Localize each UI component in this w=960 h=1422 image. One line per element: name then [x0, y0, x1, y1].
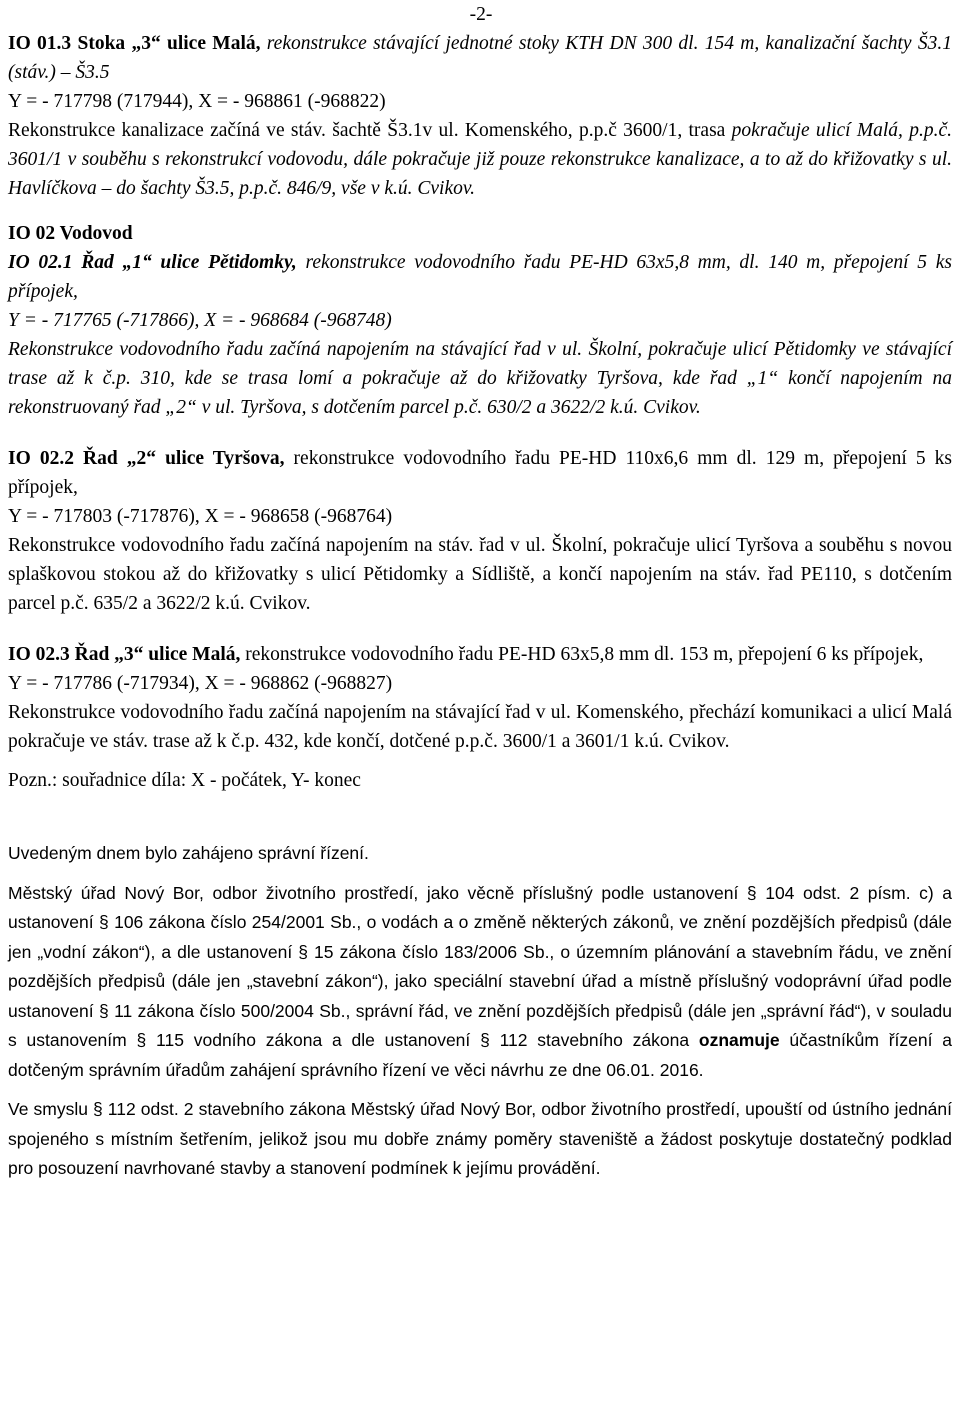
io-02-3-description: Rekonstrukce vodovodního řadu začíná napojením na stávající řad v ul. Komenského, přechází komunikaci a ulicí Malá pokračuje ve stáv. trase až k č.p. 432, kde končí, dotčené p.p.č. 3600/1 a 3601/1 k.ú. Cvikov. — [8, 702, 952, 752]
io-02-1-description: Rekonstrukce vodovodního řadu začíná napojením na stávající řad v ul. Školní, pokračuje ulicí Pětidomky ve stávající trase až k č.p. 310, kde se trasa lomí a pokračuje až do křižovatky Tyršova, kde řad „1“ končí napojením na rekonstruovaný řad „2“ v ul. Tyršova, s dotčením parcel p.č. 630/2 a 3622/2 k.ú. Cvikov. — [8, 339, 952, 418]
announcement-text-a: Městský úřad Nový Bor, odbor životního prostředí, jako věcně příslušný podle ustanovení § 104 odst. 2 písm. c) a ustanovení § 106 zákona číslo 254/2001 Sb., o vodách a o změně některých zákonů, ve znění pozdějších předpisů (dále jen „vodní zákon“), a dle ustanovení § 15 zákona číslo 183/2006 Sb., o územním plánování a stavebním řádu, ve znění pozdějších předpisů (dále jen „stavební zákon“), jako speciální stavební úřad a místně příslušný vodoprávní úřad podle ustanovení § 11 zákona číslo 500/2004 Sb., správní řád, ve znění pozdějších předpisů (dále jen „správní řád“), v souladu s ustanovením § 115 vodního zákona a dle ustanovení § 112 stavebního zákona — [8, 882, 952, 1050]
document-page — [8, 0, 952, 1184]
io-02-2-coords: Y = - 717803 (-717876), X = - 968658 (-968764) — [8, 506, 393, 527]
coordinates-note: Pozn.: souřadnice díla: X - počátek, Y- konec — [8, 770, 361, 791]
hearing-paragraph: Ve smyslu § 112 odst. 2 stavebního zákona Městský úřad Nový Bor, odbor životního prostředí, upouští od ústního jednání spojeného s místním šetřením, jelikož jsou mu dobře známy poměry staveniště a žádost poskytuje dostatečný podklad pro posouzení navrhované stavby a stanovení podmínek k jejímu provádění. — [8, 1099, 952, 1178]
io-01-3-heading: IO 01.3 Stoka „3“ ulice Malá, — [8, 33, 261, 54]
io-02-1-coords: Y = - 717765 (-717866), X = - 968684 (-968748) — [8, 310, 392, 331]
announcement-bold: oznamuje — [698, 1030, 780, 1050]
io-02-3-paragraph — [8, 640, 952, 669]
io-01-3-paragraph — [8, 29, 952, 87]
io-02-3-coords: Y = - 717786 (-717934), X = - 968862 (-968827) — [8, 673, 393, 694]
io-02-3-text-1: rekonstrukce vodovodního řadu PE-HD 63x5,8 mm dl. 153 m, přepojení 6 ks přípojek, — [245, 644, 924, 665]
io-02-2-heading: IO 02.2 Řad „2“ ulice Tyršova, — [8, 448, 285, 469]
io-02-2-paragraph — [8, 444, 952, 502]
io-02-3-heading: IO 02.3 Řad „3“ ulice Malá, — [8, 644, 241, 665]
io-02-1-paragraph — [8, 248, 952, 306]
io-01-3-text-1: rekonstrukce stávající jednotné stoky KTH DN 300 dl. 154 m, kanalizační šachty Š3.1 (stáv.) – Š3.5 — [8, 33, 952, 83]
proceedings-started: Uvedeným dnem bylo zahájeno správní řízení. — [8, 843, 369, 863]
io-02-2-description: Rekonstrukce vodovodního řadu začíná napojením na stáv. řad v ul. Školní, pokračuje ulicí Tyršova a souběhu s novou splaškovou stokou až do křižovatky s ulicí Pětidomky a Sídliště, a končí napojením na stáv. řad PE110, s dotčením parcel p.č. 635/2 a 3622/2 k.ú. Cvikov. — [8, 535, 952, 614]
page-number: -2- — [469, 4, 493, 25]
io-02-1-text-1: rekonstrukce vodovodního řadu PE-HD 63x5,8 mm, dl. 140 m, přepojení 5 ks přípojek, — [8, 252, 953, 302]
io-02-heading: IO 02 Vodovod — [8, 223, 133, 244]
io-01-3-description — [8, 116, 952, 203]
announcement-paragraph — [8, 879, 952, 1086]
io-02-2-text-1: rekonstrukce vodovodního řadu PE-HD 110x6,6 mm dl. 129 m, přepojení 5 ks přípojek, — [8, 448, 953, 498]
io-02-1-heading: IO 02.1 Řad „1“ ulice Pětidomky, — [8, 252, 297, 273]
announcement-text-b: účastníkům řízení a dotčeným správním úřadům zahájení správního řízení ve věci návrhu ze dne 06.01. 2016. — [8, 1030, 952, 1080]
io-01-3-coords: Y = - 717798 (717944), X = - 968861 (-968822) — [8, 91, 386, 112]
io-01-3-text-3: pokračuje ulicí Malá, p.p.č. 3601/1 v souběhu s rekonstrukcí vodovodu, dále pokračuje již pouze rekonstrukce kanalizace, a to až do křižovatky s ul. Havlíčkova – do šachty Š3.5, p.p.č. 846/9, vše v k.ú. Cvikov. — [8, 120, 953, 199]
io-01-3-text-2: Rekonstrukce kanalizace začíná ve stáv. šachtě Š3.1v ul. Komenského, p.p.č 3600/1, trasa — [8, 120, 726, 141]
